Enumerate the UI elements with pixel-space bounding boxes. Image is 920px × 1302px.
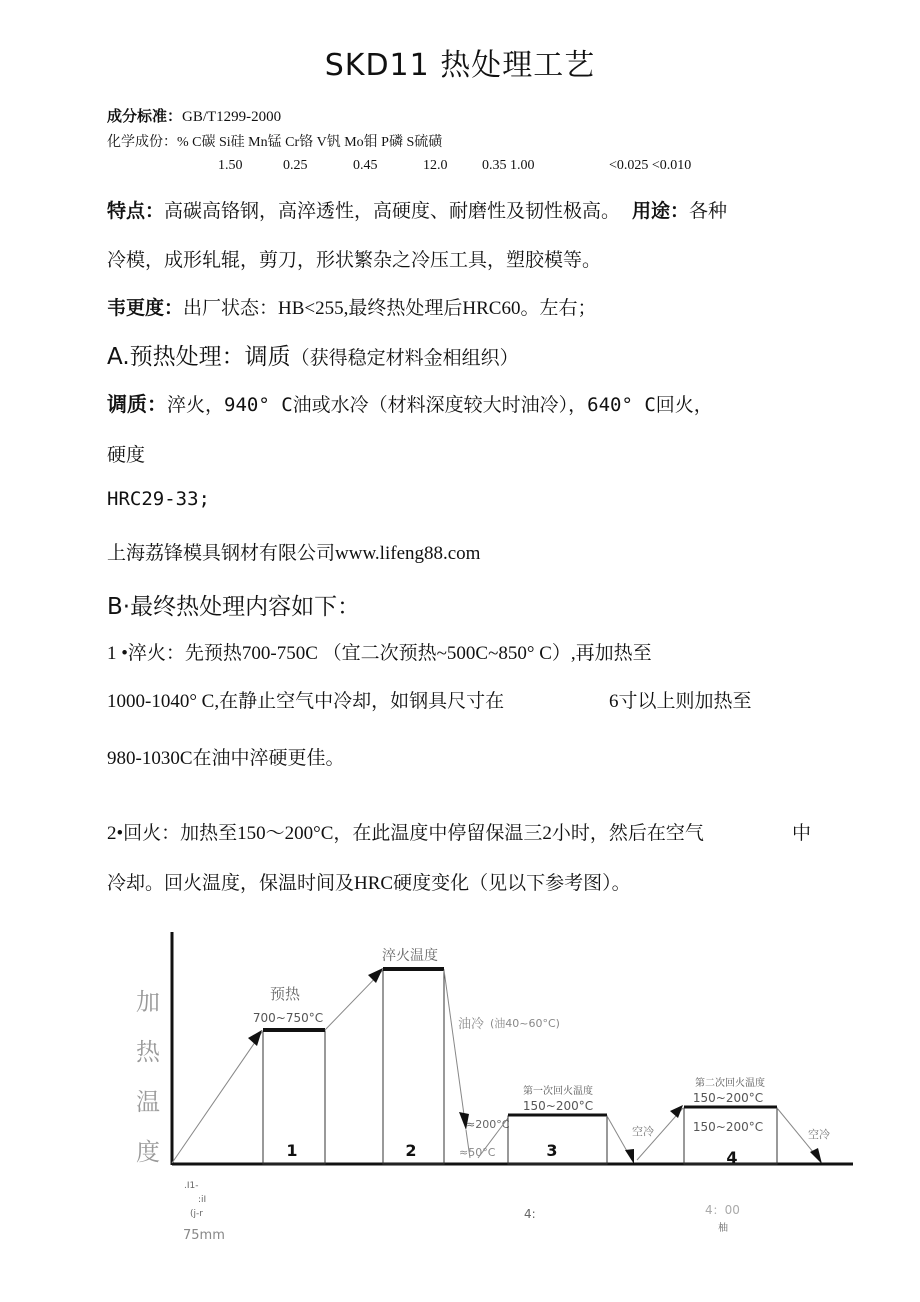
stage-number: 2 (405, 1141, 417, 1160)
below-axis-label: 4: (524, 1207, 536, 1221)
air-cool-label-1: 空冷 (632, 1125, 654, 1138)
features-line (107, 196, 727, 223)
oil-cool-line (444, 970, 465, 1122)
page-title: SKD11 热处理工艺 (324, 48, 596, 83)
composition-value: 12.0 (423, 158, 448, 173)
y-label-char: 度 (136, 1138, 160, 1166)
use-text-continued: 冷模，成形轧辊，剪刀，形状繁杂之冷压工具，塑胶模等。 (107, 250, 602, 271)
stage-number: 4 (726, 1148, 738, 1167)
preheat-label: 预热 (269, 985, 301, 1003)
standard-value: GB/T1299-2000 (182, 109, 282, 125)
y-label-char: 加 (136, 988, 160, 1016)
temper-label: 2•回火 (107, 823, 162, 844)
composition-value: <0.025 <0.010 (609, 158, 692, 173)
quench-temp-label: 淬火温度 (382, 948, 438, 964)
quench-line-1 (107, 638, 652, 665)
temp-200-label: ≈200°C (466, 1118, 510, 1131)
temper-line-2: 冷却。回火温度，保温时间及HRC硬度变化（见以下参考图）。 (107, 873, 631, 894)
tempering-label: 调质： (107, 392, 167, 416)
hardness-label: 韦更度： (107, 297, 184, 319)
below-axis-label: .I1- (184, 1181, 199, 1191)
preheat-range: 700~750°C (252, 1011, 324, 1025)
first-temper-label: 第一次回火温度 (523, 1086, 593, 1097)
section-a (107, 338, 519, 371)
arrow-head (368, 968, 383, 983)
quench-line-2b: 6寸以上则加热至 (609, 691, 752, 712)
below-axis-label: 柚 (718, 1223, 728, 1234)
arrow-head (625, 1149, 634, 1164)
second-temper-range-inner: 150~200°C (692, 1120, 764, 1134)
stage-number: 1 (286, 1141, 298, 1160)
y-label-char: 热 (136, 1038, 160, 1066)
features-label: 特点： (107, 200, 165, 222)
use-label: 用途： (632, 200, 690, 222)
tempering-hrc: HRC29-33; (107, 488, 210, 510)
second-temper-range: 150~200°C (692, 1091, 764, 1105)
section-a-note: （获得稳定材料金相组织） (290, 348, 519, 369)
tempering-text: 淬火，940° C油或水冷（材料深度较大时油冷），640° C回火， (167, 394, 713, 416)
tempering-line (107, 388, 713, 417)
below-axis-label: (j-r (190, 1209, 203, 1219)
below-axis-label: 75mm (183, 1228, 225, 1243)
stage-2-box (383, 970, 444, 1164)
temp-50-label: ≈50°C (459, 1146, 496, 1159)
composition-value: 1.50 (218, 158, 243, 173)
oil-cool-label: 油冷 (458, 1017, 485, 1032)
section-b-heading: B·最终热处理内容如下： (107, 594, 361, 620)
first-temper-range: 150~200°C (522, 1099, 594, 1113)
second-temper-label: 第二次回火温度 (695, 1078, 765, 1089)
heat-treatment-diagram (0, 920, 920, 1250)
hardness-text: 出厂状态：HB<255,最终热处理后HRC60。左右； (183, 298, 597, 319)
use-text: 各种 (689, 201, 728, 222)
oil-cool-range: (油40~60°C) (490, 1017, 560, 1030)
arrow-head (670, 1105, 683, 1118)
hardness-line (107, 293, 596, 320)
temper-line-1b: 中 (792, 823, 812, 844)
company-line: 上海荔锋模具钢材有限公司www.lifeng88.com (107, 543, 481, 564)
quench-label: 1 •淬火 (107, 643, 166, 664)
features-text: 高碳高铬钢，高淬透性，高硬度、耐磨性及韧性极高。 (164, 201, 621, 222)
quench-line-3: 980-1030C在油中淬硬更佳。 (107, 748, 345, 769)
below-axis-label: 4：00 (705, 1203, 740, 1217)
section-a-heading: A.预热处理：调质 (107, 344, 291, 370)
quench-line-2a: 1000-1040° C,在静止空气中冷却，如钢具尺寸在 (107, 691, 505, 712)
standard-label: 成分标准： (107, 107, 183, 125)
quench-text-1: ：先预热700-750C （宜二次预热~500C~850° C）,再加热至 (165, 643, 652, 664)
composition-value: 0.25 (283, 158, 308, 173)
stage-number: 3 (546, 1141, 558, 1160)
temper-line-1 (107, 818, 704, 845)
tempering-hardness: 硬度 (107, 445, 146, 466)
below-axis-label: :iI (198, 1195, 207, 1205)
composition-value: 0.35 1.00 (482, 158, 535, 173)
composition-line: 化学成份：% C碳 Si硅 Mn锰 Cr铬 V钒 Mo钼 P磷 S硫磺 (107, 135, 443, 150)
arrow-head (248, 1030, 262, 1046)
heating-ramp-1 (172, 1032, 262, 1163)
y-label-char: 温 (136, 1088, 160, 1116)
air-cool-label-2: 空冷 (808, 1128, 830, 1141)
composition-value: 0.45 (353, 158, 378, 173)
temper-text-1: ：加热至150～200°C，在此温度中停留保温三2小时，然后在空气 (161, 823, 704, 844)
standard-line (107, 105, 281, 126)
